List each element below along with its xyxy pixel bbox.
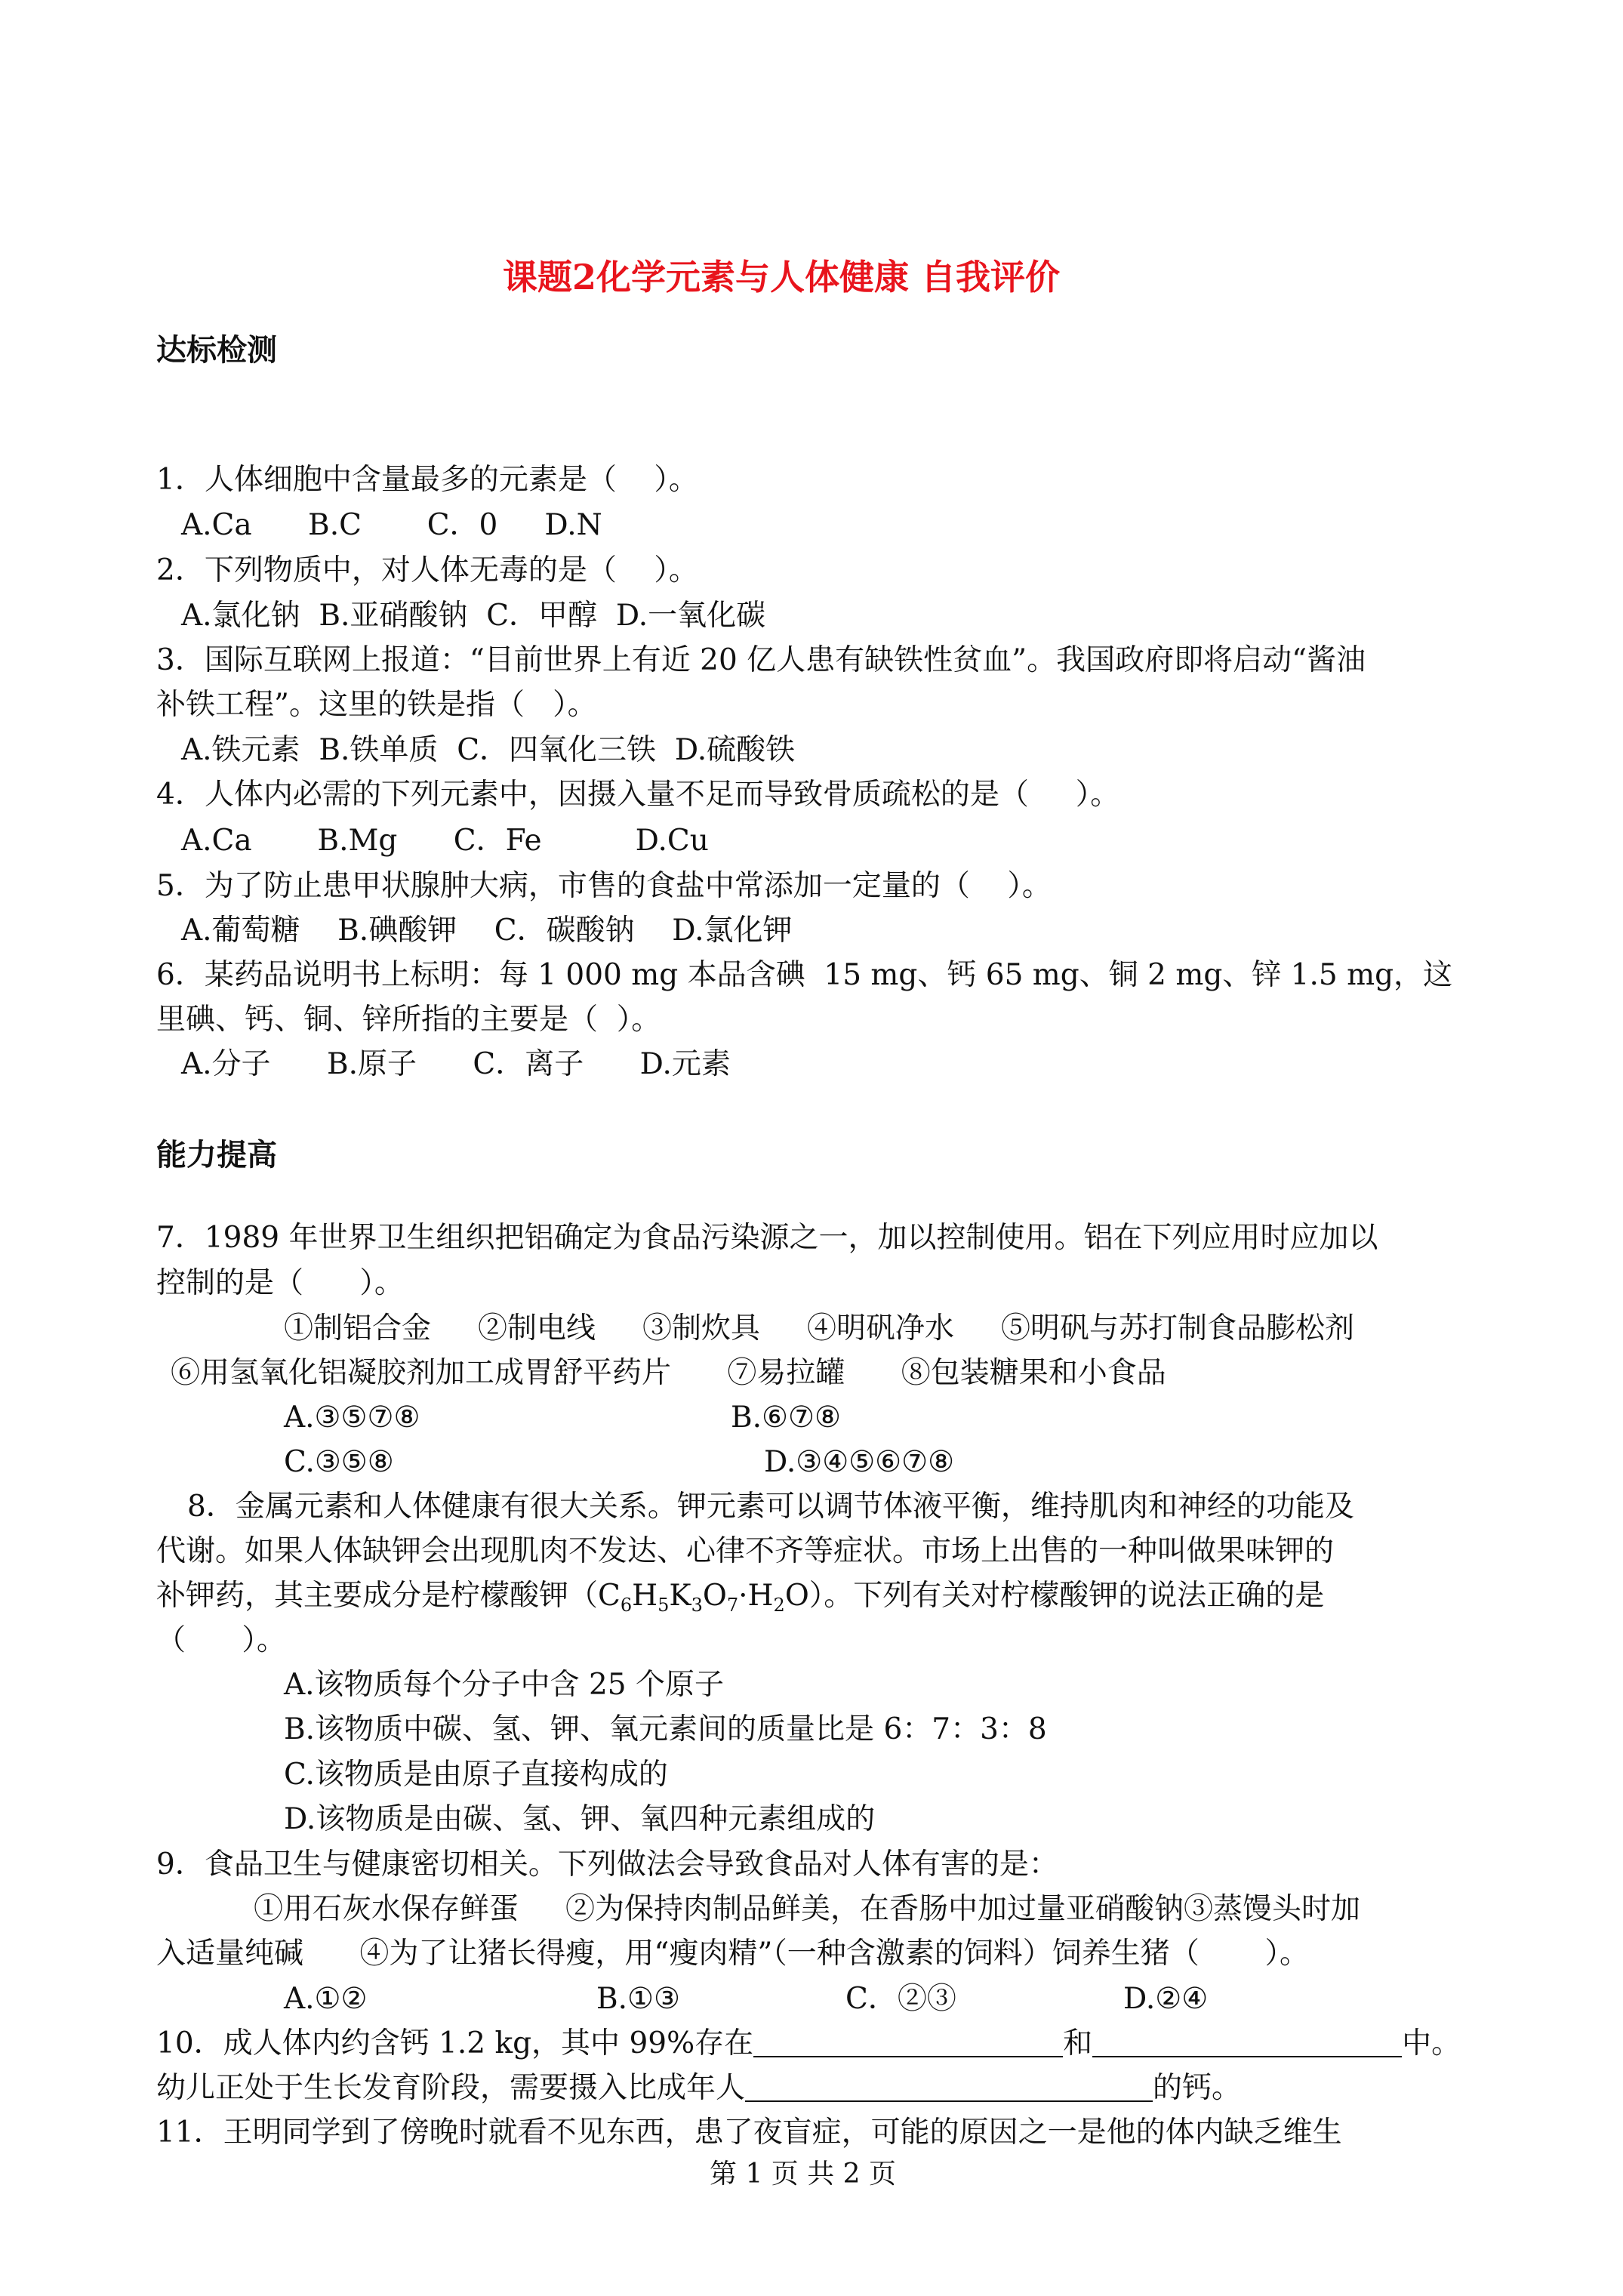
q10-text: 和 bbox=[1063, 2026, 1093, 2060]
q8-stem-line3 bbox=[156, 1579, 1325, 1616]
answer-blank[interactable] bbox=[1092, 2029, 1402, 2057]
q1-options: A.Ca B.C C．0 D.N bbox=[181, 508, 602, 542]
q8-stem-line1: 8．金属元素和人体健康有很大关系。钾元素可以调节体液平衡，维持肌肉和神经的功能及 bbox=[187, 1490, 1354, 1524]
q2-stem: 2．下列物质中，对人体无毒的是（ ）。 bbox=[156, 553, 698, 587]
q8-stem-line2: 代谢。如果人体缺钾会出现肌肉不发达、心律不齐等症状。市场上出售的一种叫做果味钾的 bbox=[156, 1534, 1335, 1568]
q8-stem-text: 补钾药，其主要成分是柠檬酸钾（C bbox=[156, 1579, 621, 1613]
q10-text: 10．成人体内约含钙 1.2 kg，其中 99%存在 bbox=[156, 2026, 754, 2060]
formula-part: ·H bbox=[738, 1579, 774, 1613]
q1-stem: 1．人体细胞中含量最多的元素是（ ）。 bbox=[156, 463, 698, 497]
q10-text: 中。 bbox=[1402, 2026, 1461, 2060]
q7-option-b: B.⑥⑦⑧ bbox=[731, 1401, 841, 1435]
q10-text: 的钙。 bbox=[1153, 2071, 1242, 2105]
formula-part: K bbox=[669, 1579, 691, 1613]
q6-stem-line1: 6．某药品说明书上标明：每 1 000 mg 本品含碘 15 mg、钙 65 mg、铜 2 mg、锌 1.5 mg，这 bbox=[156, 958, 1453, 992]
q8-option-b: B.该物质中碳、氢、钾、氧元素间的质量比是 6：7：3：8 bbox=[284, 1712, 1047, 1746]
answer-blank[interactable] bbox=[753, 2029, 1063, 2057]
q3-stem-line2: 补铁工程”。这里的铁是指（ ）。 bbox=[156, 688, 597, 722]
q6-options: A.分子 B.原子 C．离子 D.元素 bbox=[181, 1047, 731, 1081]
q7-items-line1: ①制铝合金 ②制电线 ③制炊具 ④明矾净水 ⑤明矾与苏打制食品膨松剂 bbox=[284, 1311, 1354, 1345]
q4-options: A.Ca B.Mg C．Fe D.Cu bbox=[181, 824, 709, 858]
subscript: 7 bbox=[726, 1595, 739, 1616]
q2-options: A.氯化钠 B.亚硝酸钠 C．甲醇 D.一氧化碳 bbox=[181, 599, 766, 633]
subscript: 3 bbox=[691, 1595, 703, 1616]
subscript: 2 bbox=[773, 1595, 785, 1616]
q3-options: A.铁元素 B.铁单质 C．四氧化三铁 D.硫酸铁 bbox=[181, 733, 796, 767]
q7-stem-line1: 7．1989 年世界卫生组织把铝确定为食品污染源之一，加以控制使用。铝在下列应用时应加以 bbox=[156, 1221, 1378, 1255]
page-title: 课题2化学元素与人体健康 自我评价 bbox=[503, 257, 1061, 297]
section-heading-2: 能力提高 bbox=[156, 1137, 277, 1173]
q4-stem: 4．人体内必需的下列元素中，因摄入量不足而导致骨质疏松的是（ ）。 bbox=[156, 778, 1120, 812]
q9-items-line2: 入适量纯碱 ④为了让猪长得瘦，用“瘦肉精”（一种含激素的饲料）饲养生猪（ ）。 bbox=[156, 1937, 1310, 1971]
formula-part: H bbox=[632, 1579, 658, 1613]
q8-stem-text: O）。下列有关对柠檬酸钾的说法正确的是 bbox=[784, 1579, 1325, 1613]
subscript: 6 bbox=[620, 1595, 633, 1616]
q10-line1 bbox=[156, 2026, 1461, 2060]
page-footer: 第 1 页 共 2 页 bbox=[710, 2159, 897, 2190]
q5-options: A.葡萄糖 B.碘酸钾 C．碳酸钠 D.氯化钾 bbox=[181, 914, 793, 948]
q7-option-c: C.③⑤⑧ bbox=[284, 1445, 394, 1479]
q8-option-d: D.该物质是由碳、氢、钾、氧四种元素组成的 bbox=[284, 1802, 876, 1836]
answer-blank[interactable] bbox=[745, 2073, 1153, 2102]
q9-option-b: B.①③ bbox=[596, 1982, 680, 2016]
q9-option-d: D.②④ bbox=[1123, 1982, 1209, 2016]
q5-stem: 5．为了防止患甲状腺肿大病，市售的食盐中常添加一定量的（ ）。 bbox=[156, 869, 1052, 903]
q9-items-line1: ①用石灰水保存鲜蛋 ②为保持肉制品鲜美，在香肠中加过量亚硝酸钠③蒸馒头时加 bbox=[254, 1892, 1360, 1926]
q6-stem-line2: 里碘、钙、铜、锌所指的主要是（ ）。 bbox=[156, 1003, 661, 1037]
section-heading-1: 达标检测 bbox=[156, 332, 277, 368]
q7-option-a: A.③⑤⑦⑧ bbox=[284, 1401, 420, 1435]
q9-stem: 9．食品卫生与健康密切相关。下列做法会导致食品对人体有害的是： bbox=[156, 1848, 1058, 1881]
q9-option-a: A.①② bbox=[284, 1982, 368, 2016]
q8-option-a: A.该物质每个分子中含 25 个原子 bbox=[284, 1668, 724, 1702]
q8-stem-line4: （ ）。 bbox=[156, 1623, 286, 1657]
subscript: 5 bbox=[658, 1595, 670, 1616]
formula-part: O bbox=[702, 1579, 727, 1613]
q10-text: 幼儿正处于生长发育阶段，需要摄入比成年人 bbox=[156, 2071, 746, 2105]
q7-stem-line2: 控制的是（ ）。 bbox=[156, 1266, 404, 1300]
q9-option-c: C．②③ bbox=[845, 1982, 956, 2016]
q7-option-d: D.③④⑤⑥⑦⑧ bbox=[764, 1445, 955, 1479]
q11-line1: 11．王明同学到了傍晚时就看不见东西，患了夜盲症，可能的原因之一是他的体内缺乏维生 bbox=[156, 2116, 1342, 2150]
q8-option-c: C.该物质是由原子直接构成的 bbox=[284, 1758, 668, 1792]
q7-items-line2: ⑥用氢氧化铝凝胶剂加工成胃舒平药片 ⑦易拉罐 ⑧包装糖果和小食品 bbox=[171, 1356, 1166, 1390]
q10-line2 bbox=[156, 2073, 1241, 2103]
q3-stem-line1: 3．国际互联网上报道：“目前世界上有近 20 亿人患有缺铁性贫血”。我国政府即将启动“酱油 bbox=[156, 643, 1366, 677]
